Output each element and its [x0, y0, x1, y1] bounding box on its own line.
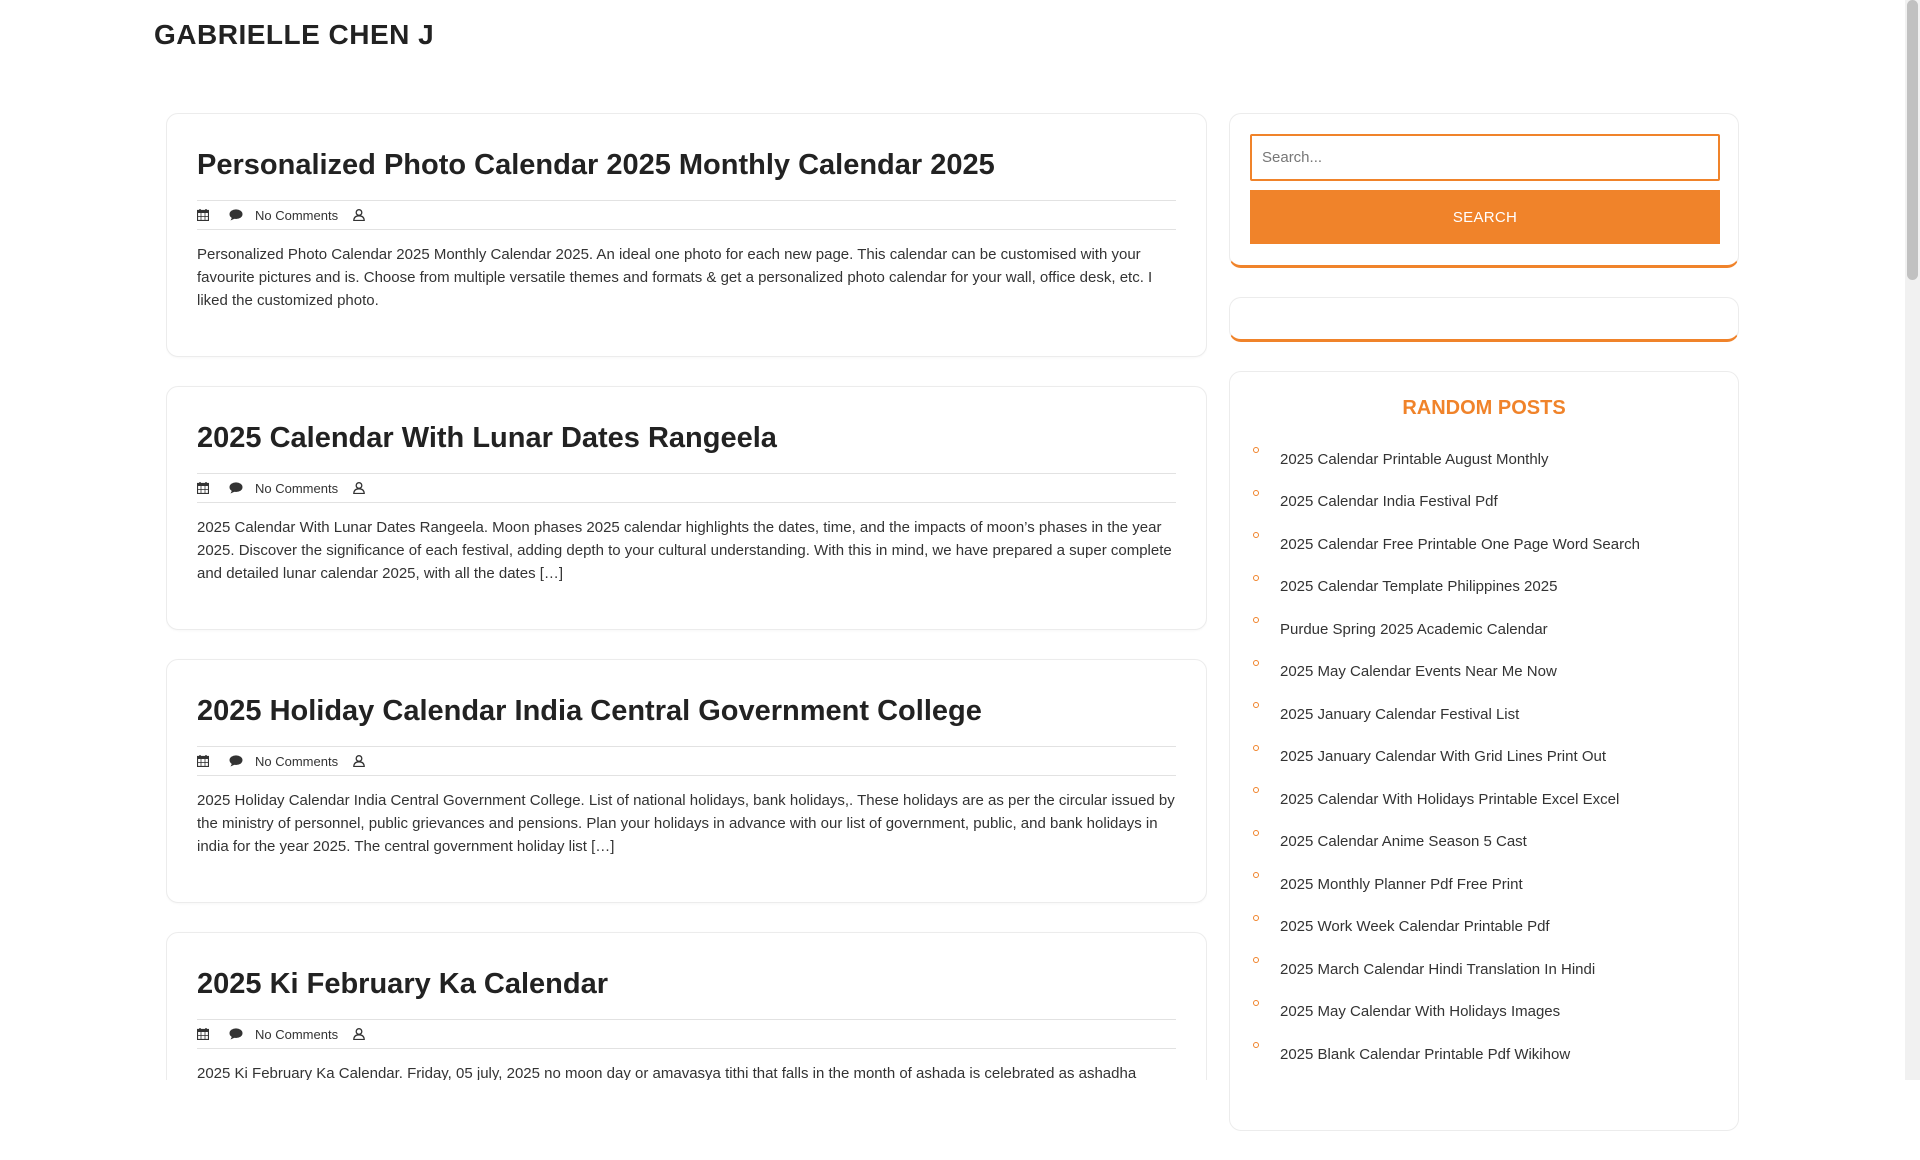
random-post-link[interactable]: 2025 Calendar With Holidays Printable Excel Excel	[1280, 790, 1620, 808]
comments-link[interactable]: No Comments	[255, 753, 339, 769]
sidebar	[1229, 113, 1739, 1160]
empty-widget	[1229, 297, 1739, 342]
list-item[interactable]	[1250, 438, 1718, 481]
search-widget	[1229, 113, 1739, 268]
random-post-link[interactable]: 2025 May Calendar With Holidays Images	[1280, 1003, 1561, 1021]
user-icon	[353, 1028, 365, 1040]
post-excerpt: 2025 Calendar With Lunar Dates Rangeela. Moon phases 2025 calendar highlights the dates, time, and the impacts of moon’s phases in the year 2025. Discover the significance of each festival, adding depth to your cultural understanding. With this in mind, we have prepared a super complete and detailed lunar calendar 2025, with all the dates […]	[197, 519, 1172, 582]
post-title-link[interactable]: Personalized Photo Calendar 2025 Monthly Calendar 2025	[197, 149, 995, 181]
random-post-link[interactable]: 2025 Calendar Anime Season 5 Cast	[1280, 833, 1527, 851]
random-post-link[interactable]: 2025 Calendar Printable August Monthly	[1280, 450, 1549, 468]
random-posts-widget	[1229, 371, 1739, 1131]
list-item[interactable]	[1250, 736, 1718, 779]
post-meta	[197, 473, 1176, 503]
list-item[interactable]	[1250, 948, 1718, 991]
random-post-link[interactable]: 2025 May Calendar Events Near Me Now	[1280, 663, 1557, 681]
list-item[interactable]	[1250, 651, 1718, 694]
list-item[interactable]	[1250, 1033, 1718, 1076]
comment-icon	[229, 482, 243, 494]
random-post-link[interactable]: Purdue Spring 2025 Academic Calendar	[1280, 620, 1548, 638]
site-title[interactable]: GABRIELLE CHEN J	[154, 19, 435, 50]
user-icon	[353, 209, 365, 221]
post-excerpt: Personalized Photo Calendar 2025 Monthly Calendar 2025. An ideal one photo for each new page. This calendar can be customised with your favourite pictures and is. Choose from multiple versatile themes and formats & get a personalized photo calendar for your wall, office desk, etc. I liked the customized photo.	[197, 246, 1153, 309]
list-item[interactable]	[1250, 523, 1718, 566]
comments-link[interactable]: No Comments	[255, 1026, 339, 1042]
post-excerpt: 2025 Holiday Calendar India Central Government College. List of national holidays, bank holidays,. These holidays are as per the circular issued by the ministry of personnel, public grievances and pensions. Plan your holidays in advance with our list of government, public, and bank holidays in india for the year 2025. The central government holiday list […]	[197, 792, 1175, 855]
post-list	[166, 113, 1207, 1080]
scrollbar-thumb[interactable]	[1907, 0, 1918, 280]
post-meta	[197, 746, 1176, 776]
post-card	[166, 659, 1207, 903]
page-scrollbar[interactable]	[1905, 0, 1920, 1080]
list-item[interactable]	[1250, 821, 1718, 864]
calendar-icon	[197, 755, 209, 767]
random-post-link[interactable]: 2025 Blank Calendar Printable Pdf Wikihow	[1280, 1045, 1571, 1063]
calendar-icon	[197, 482, 209, 494]
random-posts-list	[1250, 438, 1718, 1076]
comment-icon	[229, 1028, 243, 1040]
post-card	[166, 113, 1207, 357]
random-post-link[interactable]: 2025 January Calendar With Grid Lines Print Out	[1280, 748, 1606, 766]
random-post-link[interactable]: 2025 Monthly Planner Pdf Free Print	[1280, 875, 1523, 893]
search-button[interactable]: SEARCH	[1250, 190, 1720, 244]
random-posts-title: RANDOM POSTS	[1402, 397, 1566, 419]
post-excerpt: 2025 Ki February Ka Calendar. Friday, 05 july, 2025 no moon day or amavasya tithi that falls in the month of ashada is celebrated as ashadha	[197, 1065, 1137, 1080]
random-post-link[interactable]: 2025 Calendar Free Printable One Page Word Search	[1280, 535, 1640, 553]
list-item[interactable]	[1250, 693, 1718, 736]
search-input[interactable]	[1250, 134, 1720, 181]
post-title-link[interactable]: 2025 Holiday Calendar India Central Government College	[197, 695, 982, 727]
user-icon	[353, 482, 365, 494]
calendar-icon	[197, 1028, 209, 1040]
user-icon	[353, 755, 365, 767]
random-post-link[interactable]: 2025 March Calendar Hindi Translation In Hindi	[1280, 960, 1596, 978]
comments-link[interactable]: No Comments	[255, 480, 339, 496]
comment-icon	[229, 755, 243, 767]
list-item[interactable]	[1250, 481, 1718, 524]
random-post-link[interactable]: 2025 January Calendar Festival List	[1280, 705, 1520, 723]
list-item[interactable]	[1250, 863, 1718, 906]
post-card	[166, 932, 1207, 1080]
list-item[interactable]	[1250, 608, 1718, 651]
list-item[interactable]	[1250, 906, 1718, 949]
random-post-link[interactable]: 2025 Work Week Calendar Printable Pdf	[1280, 918, 1550, 936]
post-meta	[197, 1019, 1176, 1049]
comment-icon	[229, 209, 243, 221]
list-item[interactable]	[1250, 566, 1718, 609]
comments-link[interactable]: No Comments	[255, 207, 339, 223]
post-title-link[interactable]: 2025 Calendar With Lunar Dates Rangeela	[197, 422, 777, 454]
list-item[interactable]	[1250, 991, 1718, 1034]
random-post-link[interactable]: 2025 Calendar Template Philippines 2025	[1280, 578, 1558, 596]
list-item[interactable]	[1250, 778, 1718, 821]
random-post-link[interactable]: 2025 Calendar India Festival Pdf	[1280, 493, 1498, 511]
post-meta	[197, 200, 1176, 230]
post-title-link[interactable]: 2025 Ki February Ka Calendar	[197, 968, 609, 1000]
post-card	[166, 386, 1207, 630]
calendar-icon	[197, 209, 209, 221]
